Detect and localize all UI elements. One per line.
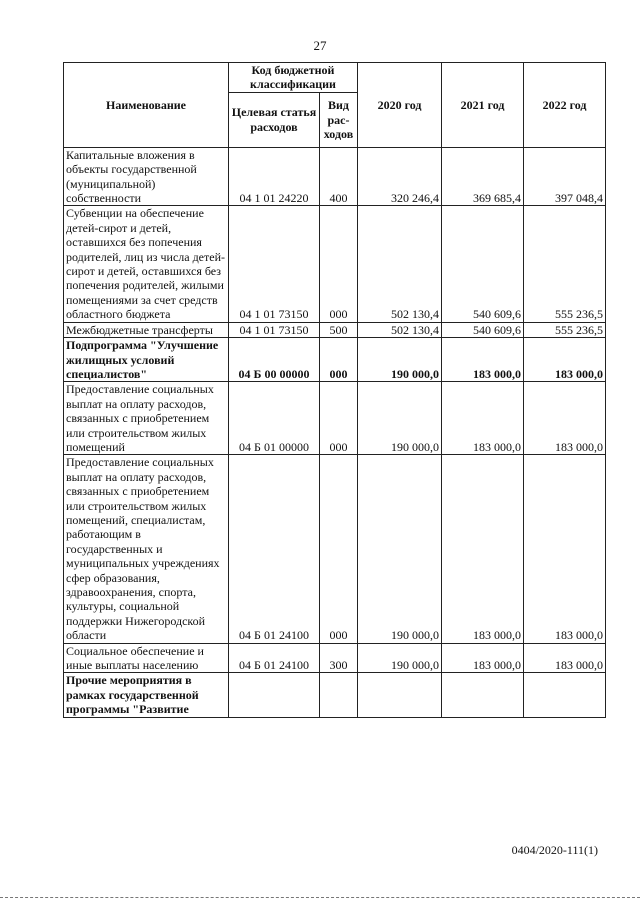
- row-expense-type: 400: [320, 147, 358, 206]
- row-value-2021: 183 000,0: [442, 455, 524, 643]
- row-value-2022: 183 000,0: [524, 455, 606, 643]
- row-value-2020: 320 246,4: [358, 147, 442, 206]
- row-expense-type: 300: [320, 643, 358, 673]
- header-target-article: Целевая статья расходов: [229, 92, 320, 147]
- row-expense-type: 000: [320, 382, 358, 455]
- table-row: [64, 455, 606, 643]
- row-name: Подпрограмма "Улучшение жилищных условий специалистов": [64, 338, 229, 382]
- row-value-2021: 183 000,0: [442, 382, 524, 455]
- row-target-code: 04 Б 00 00000: [229, 338, 320, 382]
- row-target-code: 04 Б 01 24100: [229, 455, 320, 643]
- row-value-2021: [442, 673, 524, 717]
- row-value-2020: 502 130,4: [358, 206, 442, 322]
- row-name: Межбюджетные трансферты: [64, 322, 229, 337]
- row-value-2022: 555 236,5: [524, 206, 606, 322]
- header-year-2022: 2022 год: [524, 63, 606, 148]
- row-value-2022: 183 000,0: [524, 643, 606, 673]
- row-name: Капитальные вложения в объекты государственной (муниципальной) собственности: [64, 147, 229, 206]
- table-row: [64, 322, 606, 337]
- header-code-group: Код бюджетной классификации: [229, 63, 358, 93]
- row-expense-type: 000: [320, 455, 358, 643]
- row-name: Предоставление социальных выплат на оплату расходов, связанных с приобретением или строительством жилых помещений, специалистам, работающим в государственных и муниципальных учреждениях сфер образования, здравоохранения, спорта, культуры, социальной поддержки Нижегородской области: [64, 455, 229, 643]
- row-expense-type: 500: [320, 322, 358, 337]
- row-name: Прочие мероприятия в рамках государственной программы "Развитие: [64, 673, 229, 717]
- row-value-2020: [358, 673, 442, 717]
- table-row: [64, 673, 606, 717]
- row-expense-type: 000: [320, 206, 358, 322]
- row-target-code: 04 Б 01 24100: [229, 643, 320, 673]
- row-expense-type: 000: [320, 338, 358, 382]
- document-code: 0404/2020-111(1): [511, 843, 598, 857]
- row-name: Субвенции на обеспечение детей-сирот и детей, оставшихся без попечения родителей, лиц из числа детей-сирот и детей, оставшихся без попечения родителей, жилыми помещениями за счет средств областного бюджета: [64, 206, 229, 322]
- row-value-2021: 183 000,0: [442, 338, 524, 382]
- row-expense-type: [320, 673, 358, 717]
- row-target-code: 04 1 01 24220: [229, 147, 320, 206]
- row-value-2021: 369 685,4: [442, 147, 524, 206]
- row-value-2022: 183 000,0: [524, 382, 606, 455]
- row-value-2022: 183 000,0: [524, 338, 606, 382]
- row-value-2020: 190 000,0: [358, 643, 442, 673]
- row-value-2022: [524, 673, 606, 717]
- header-name: Наименование: [64, 63, 229, 148]
- table-row: [64, 147, 606, 206]
- row-value-2020: 190 000,0: [358, 455, 442, 643]
- row-value-2020: 502 130,4: [358, 322, 442, 337]
- header-year-2020: 2020 год: [358, 63, 442, 148]
- row-target-code: 04 1 01 73150: [229, 206, 320, 322]
- table-row: [64, 206, 606, 322]
- table-row: [64, 382, 606, 455]
- bottom-divider: [0, 897, 640, 898]
- row-value-2021: 183 000,0: [442, 643, 524, 673]
- budget-table: [63, 62, 606, 718]
- row-value-2021: 540 609,6: [442, 322, 524, 337]
- table-row: [64, 643, 606, 673]
- row-value-2022: 397 048,4: [524, 147, 606, 206]
- row-value-2021: 540 609,6: [442, 206, 524, 322]
- row-name: Предоставление социальных выплат на оплату расходов, связанных с приобретением или строительством жилых помещений: [64, 382, 229, 455]
- row-target-code: [229, 673, 320, 717]
- row-value-2022: 555 236,5: [524, 322, 606, 337]
- row-name: Социальное обеспечение и иные выплаты населению: [64, 643, 229, 673]
- row-value-2020: 190 000,0: [358, 382, 442, 455]
- table-row: [64, 338, 606, 382]
- row-value-2020: 190 000,0: [358, 338, 442, 382]
- row-target-code: 04 1 01 73150: [229, 322, 320, 337]
- header-expense-type: Вид рас-ходов: [320, 92, 358, 147]
- page-number: 27: [313, 38, 327, 53]
- header-year-2021: 2021 год: [442, 63, 524, 148]
- row-target-code: 04 Б 01 00000: [229, 382, 320, 455]
